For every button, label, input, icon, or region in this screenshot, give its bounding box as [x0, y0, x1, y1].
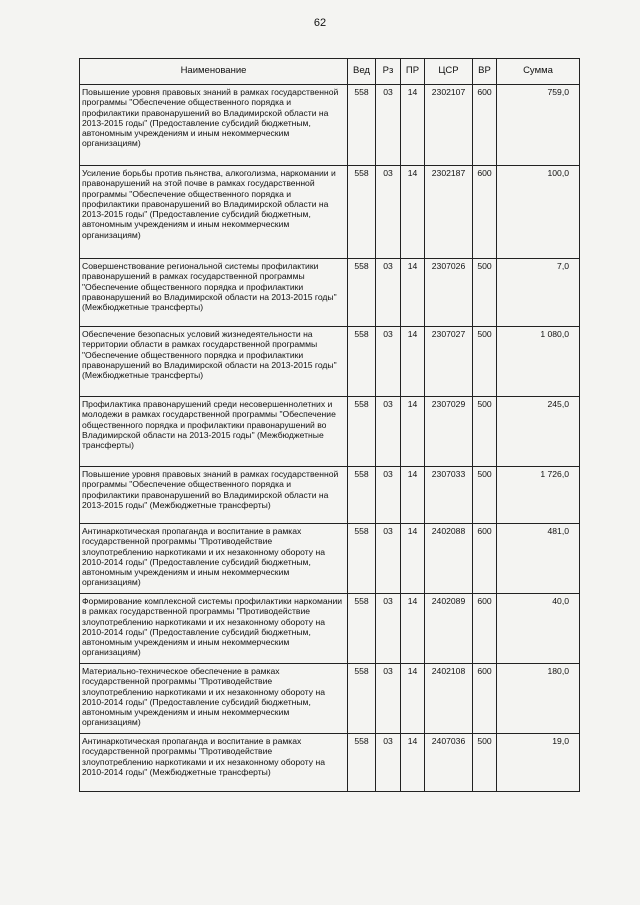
- cell-ved: 558: [348, 259, 376, 327]
- header-name: Наименование: [80, 59, 348, 85]
- cell-name: Повышение уровня правовых знаний в рамках государственной программы "Обеспечение общественного порядка и профилактики правонарушений во Владимирской области на 2013-2015 годы" (Предоставление субсидий бюджетным, автономным учреждениям и иным некоммерческим организациям): [80, 85, 348, 166]
- cell-pr: 14: [401, 734, 425, 792]
- table-row: [80, 467, 580, 524]
- cell-sum: 245,0: [497, 397, 580, 467]
- cell-sum: 1 726,0: [497, 467, 580, 524]
- cell-pr: 14: [401, 524, 425, 594]
- table-row: [80, 327, 580, 397]
- cell-sum: 759,0: [497, 85, 580, 166]
- cell-vr: 500: [473, 259, 497, 327]
- cell-ved: 558: [348, 734, 376, 792]
- cell-sum: 7,0: [497, 259, 580, 327]
- cell-name: Повышение уровня правовых знаний в рамках государственной программы "Обеспечение общественного порядка и профилактики правонарушений во Владимирской области на 2013-2015 годы" (Межбюджетные трансферты): [80, 467, 348, 524]
- budget-table: [79, 58, 580, 792]
- cell-pr: 14: [401, 259, 425, 327]
- cell-ved: 558: [348, 85, 376, 166]
- cell-pr: 14: [401, 594, 425, 664]
- cell-pr: 14: [401, 397, 425, 467]
- cell-name: Усиление борьбы против пьянства, алкоголизма, наркомании и правонарушений на этой почве в рамках государственной программы "Обеспечение общественного порядка и профилактики правонарушений во Владимирской области на 2013-2015 годы" (Предоставление субсидий бюджетным, автономным учреждениям и иным некоммерческим организациям): [80, 166, 348, 259]
- cell-csr: 2307029: [425, 397, 473, 467]
- cell-pr: 14: [401, 166, 425, 259]
- header-vr: ВР: [473, 59, 497, 85]
- cell-vr: 500: [473, 327, 497, 397]
- cell-rz: 03: [376, 524, 401, 594]
- cell-sum: 1 080,0: [497, 327, 580, 397]
- cell-name: Антинаркотическая пропаганда и воспитание в рамках государственной программы "Противодействие злоупотреблению наркотиками и их незаконному обороту на 2010-2014 годы" (Предоставление субсидий бюджетным, автономным учреждениям и иным некоммерческим организациям): [80, 524, 348, 594]
- cell-name: Профилактика правонарушений среди несовершеннолетних и молодежи в рамках государственной программы "Обеспечение общественного порядка и профилактики правонарушений во Владимирской области на 2013-2015 годы" (Межбюджетные трансферты): [80, 397, 348, 467]
- cell-vr: 600: [473, 85, 497, 166]
- cell-rz: 03: [376, 85, 401, 166]
- table-row: [80, 664, 580, 734]
- cell-csr: 2402089: [425, 594, 473, 664]
- header-pr: ПР: [401, 59, 425, 85]
- cell-rz: 03: [376, 664, 401, 734]
- cell-pr: 14: [401, 467, 425, 524]
- cell-csr: 2307027: [425, 327, 473, 397]
- cell-ved: 558: [348, 664, 376, 734]
- cell-csr: 2307033: [425, 467, 473, 524]
- cell-name: Формирование комплексной системы профилактики наркомании в рамках государственной программы "Противодействие злоупотреблению наркотиками и их незаконному обороту на 2010-2014 годы" (Предоставление субсидий бюджетным, автономным учреждениям и иным некоммерческим организациям): [80, 594, 348, 664]
- cell-csr: 2302107: [425, 85, 473, 166]
- cell-vr: 600: [473, 524, 497, 594]
- cell-vr: 600: [473, 166, 497, 259]
- header-sum: Сумма: [497, 59, 580, 85]
- cell-csr: 2402108: [425, 664, 473, 734]
- header-ved: Вед: [348, 59, 376, 85]
- cell-rz: 03: [376, 166, 401, 259]
- table-row: [80, 397, 580, 467]
- cell-rz: 03: [376, 734, 401, 792]
- cell-vr: 500: [473, 467, 497, 524]
- cell-csr: 2402088: [425, 524, 473, 594]
- page-number: 62: [313, 17, 327, 29]
- table-row: [80, 524, 580, 594]
- cell-name: Обеспечение безопасных условий жизнедеятельности на территории области в рамках государственной программы "Обеспечение общественного порядка и профилактики правонарушений во Владимирской области на 2013-2015 годы" (Межбюджетные трансферты): [80, 327, 348, 397]
- cell-sum: 481,0: [497, 524, 580, 594]
- cell-ved: 558: [348, 594, 376, 664]
- cell-ved: 558: [348, 467, 376, 524]
- header-rz: Рз: [376, 59, 401, 85]
- table-row: [80, 259, 580, 327]
- cell-ved: 558: [348, 166, 376, 259]
- table-header-row: [80, 59, 580, 85]
- cell-sum: 19,0: [497, 734, 580, 792]
- table-row: [80, 166, 580, 259]
- cell-csr: 2302187: [425, 166, 473, 259]
- cell-csr: 2307026: [425, 259, 473, 327]
- table-row: [80, 734, 580, 792]
- cell-rz: 03: [376, 397, 401, 467]
- header-csr: ЦСР: [425, 59, 473, 85]
- cell-sum: 100,0: [497, 166, 580, 259]
- cell-vr: 500: [473, 397, 497, 467]
- cell-vr: 600: [473, 594, 497, 664]
- cell-rz: 03: [376, 467, 401, 524]
- cell-rz: 03: [376, 327, 401, 397]
- cell-vr: 500: [473, 734, 497, 792]
- cell-ved: 558: [348, 327, 376, 397]
- cell-sum: 180,0: [497, 664, 580, 734]
- cell-csr: 2407036: [425, 734, 473, 792]
- cell-pr: 14: [401, 664, 425, 734]
- cell-ved: 558: [348, 397, 376, 467]
- cell-pr: 14: [401, 85, 425, 166]
- cell-name: Антинаркотическая пропаганда и воспитание в рамках государственной программы "Противодействие злоупотреблению наркотиками и их незаконному обороту на 2010-2014 годы" (Межбюджетные трансферты): [80, 734, 348, 792]
- table-row: [80, 594, 580, 664]
- cell-ved: 558: [348, 524, 376, 594]
- cell-name: Материально-техническое обеспечение в рамках государственной программы "Противодействие злоупотреблению наркотиками и их незаконному обороту на 2010-2014 годы" (Предоставление субсидий бюджетным, автономным учреждениям и иным некоммерческим организациям): [80, 664, 348, 734]
- cell-vr: 600: [473, 664, 497, 734]
- cell-name: Совершенствование региональной системы профилактики правонарушений в рамках государственной программы "Обеспечение общественного порядка и профилактики правонарушений во Владимирской области на 2013-2015 годы" (Межбюджетные трансферты): [80, 259, 348, 327]
- cell-pr: 14: [401, 327, 425, 397]
- cell-rz: 03: [376, 259, 401, 327]
- cell-rz: 03: [376, 594, 401, 664]
- table-row: [80, 85, 580, 166]
- cell-sum: 40,0: [497, 594, 580, 664]
